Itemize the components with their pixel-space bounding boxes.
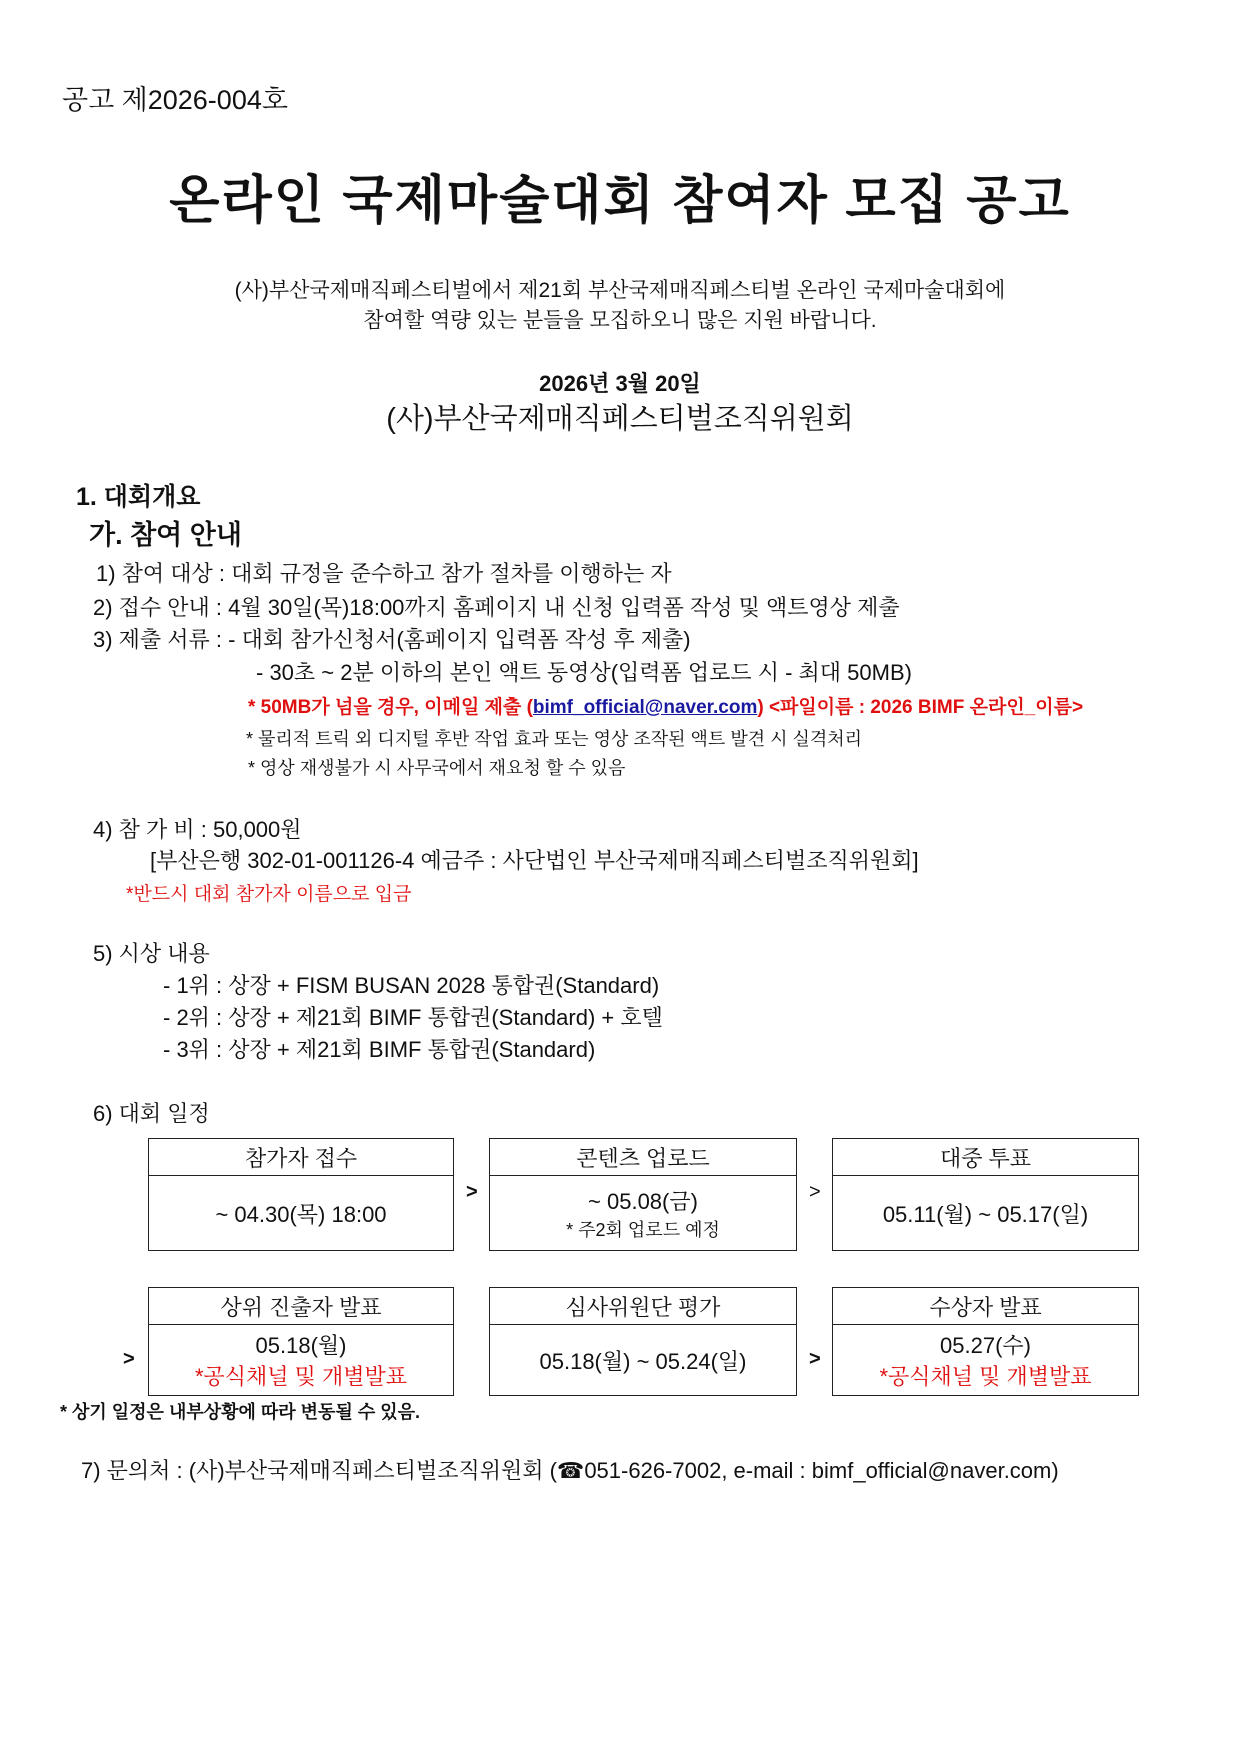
item-target: 1) 참여 대상 : 대회 규정을 준수하고 참가 절차를 이행하는 자 xyxy=(96,561,672,586)
schedule-change-note: * 상기 일정은 내부상황에 따라 변동될 수 있음. xyxy=(60,1402,420,1422)
item-documents-video: - 30초 ~ 2분 이하의 본인 액트 동영상(입력폼 업로드 시 - 최대 50MB) xyxy=(256,660,912,685)
schedule-title: 참가자 접수 xyxy=(149,1139,453,1176)
filename-rule: ) <파일이름 : 2026 BIMF 온라인_이름> xyxy=(757,697,1084,718)
contact-info xyxy=(81,1458,1059,1484)
item-fee: 4) 참 가 비 : 50,000원 xyxy=(93,817,302,842)
oversize-note xyxy=(248,697,1083,720)
phone-icon: ☎ xyxy=(556,1458,585,1483)
contact-details: 051-626-7002, e-mail : bimf_official@naver.com) xyxy=(584,1458,1059,1483)
schedule-box-vote xyxy=(832,1138,1139,1251)
arrow-icon: > xyxy=(466,1181,478,1203)
schedule-title: 대중 투표 xyxy=(833,1139,1138,1176)
schedule-title: 수상자 발표 xyxy=(833,1288,1138,1325)
item-schedule: 6) 대회 일정 xyxy=(93,1101,210,1126)
prize-3: - 3위 : 상장 + 제21회 BIMF 통합권(Standard) xyxy=(163,1037,596,1062)
email-link[interactable]: bimf_official@naver.com xyxy=(532,697,758,718)
schedule-date: ~ 05.08(금) xyxy=(588,1188,698,1214)
schedule-title: 심사위원단 평가 xyxy=(490,1288,796,1325)
subsection-heading: 가. 참여 안내 xyxy=(89,520,242,550)
schedule-box-judging xyxy=(489,1287,797,1396)
deposit-note: *반드시 대회 참가자 이름으로 입금 xyxy=(126,884,412,905)
schedule-box-upload xyxy=(489,1138,797,1251)
section-heading: 1. 대회개요 xyxy=(76,483,201,511)
item-application: 2) 접수 안내 : 4월 30일(목)18:00까지 홈페이지 내 신청 입력폼 작성 및 액트영상 제출 xyxy=(93,595,900,620)
prize-1: - 1위 : 상장 + FISM BUSAN 2028 통합권(Standard) xyxy=(163,973,660,998)
schedule-box-winners xyxy=(832,1287,1139,1396)
intro-line-2: 참여할 역량 있는 분들을 모집하오니 많은 지원 바랍니다. xyxy=(363,309,877,332)
schedule-date: 05.27(수) xyxy=(940,1333,1031,1358)
intro-line-1: (사)부산국제매직페스티벌에서 제21회 부산국제매직페스티벌 온라인 국제마술대회에 xyxy=(234,279,1006,302)
arrow-icon: > xyxy=(809,1181,821,1203)
contact-label: 7) 문의처 : (사)부산국제매직페스티벌조직위원회 ( xyxy=(81,1458,557,1483)
schedule-date: 05.11(월) ~ 05.17(일) xyxy=(882,1201,1089,1227)
bank-account: [부산은행 302-01-001126-4 예금주 : 사단법인 부산국제매직페스티벌조직위원회] xyxy=(150,848,919,873)
schedule-note: * 주2회 업로드 예정 xyxy=(566,1219,720,1240)
schedule-note: *공식채널 및 개별발표 xyxy=(194,1364,408,1389)
replay-note: * 영상 재생불가 시 사무국에서 재요청 할 수 있음 xyxy=(248,758,626,778)
schedule-box-finalists xyxy=(148,1287,454,1396)
page-title: 온라인 국제마술대회 참여자 모집 공고 xyxy=(169,172,1071,230)
schedule-title: 상위 진출자 발표 xyxy=(149,1288,453,1325)
prize-2: - 2위 : 상장 + 제21회 BIMF 통합권(Standard) + 호텔 xyxy=(163,1005,663,1030)
oversize-note-text: * 50MB가 넘을 경우, 이메일 제출 ( xyxy=(248,697,533,718)
arrow-icon: > xyxy=(123,1348,135,1370)
notice-number: 공고 제2026-004호 xyxy=(62,85,288,115)
item-documents: 3) 제출 서류 : - 대회 참가신청서(홈페이지 입력폼 작성 후 제출) xyxy=(93,627,691,652)
schedule-date: 05.18(월) xyxy=(255,1333,347,1358)
organization-name: (사)부산국제매직페스티벌조직위원회 xyxy=(386,403,854,435)
schedule-date: 05.18(월) ~ 05.24(일) xyxy=(539,1348,747,1374)
item-prizes: 5) 시상 내용 xyxy=(93,941,210,966)
schedule-box-registration xyxy=(148,1138,454,1251)
schedule-title: 콘텐츠 업로드 xyxy=(490,1139,796,1176)
schedule-note: *공식채널 및 개별발표 xyxy=(879,1364,1092,1389)
schedule-date: ~ 04.30(목) 18:00 xyxy=(215,1201,387,1227)
notice-date: 2026년 3월 20일 xyxy=(539,371,701,396)
arrow-icon: > xyxy=(809,1348,821,1370)
disqualify-note: * 물리적 트릭 외 디지털 후반 작업 효과 또는 영상 조작된 액트 발견 시 실격처리 xyxy=(246,729,863,749)
